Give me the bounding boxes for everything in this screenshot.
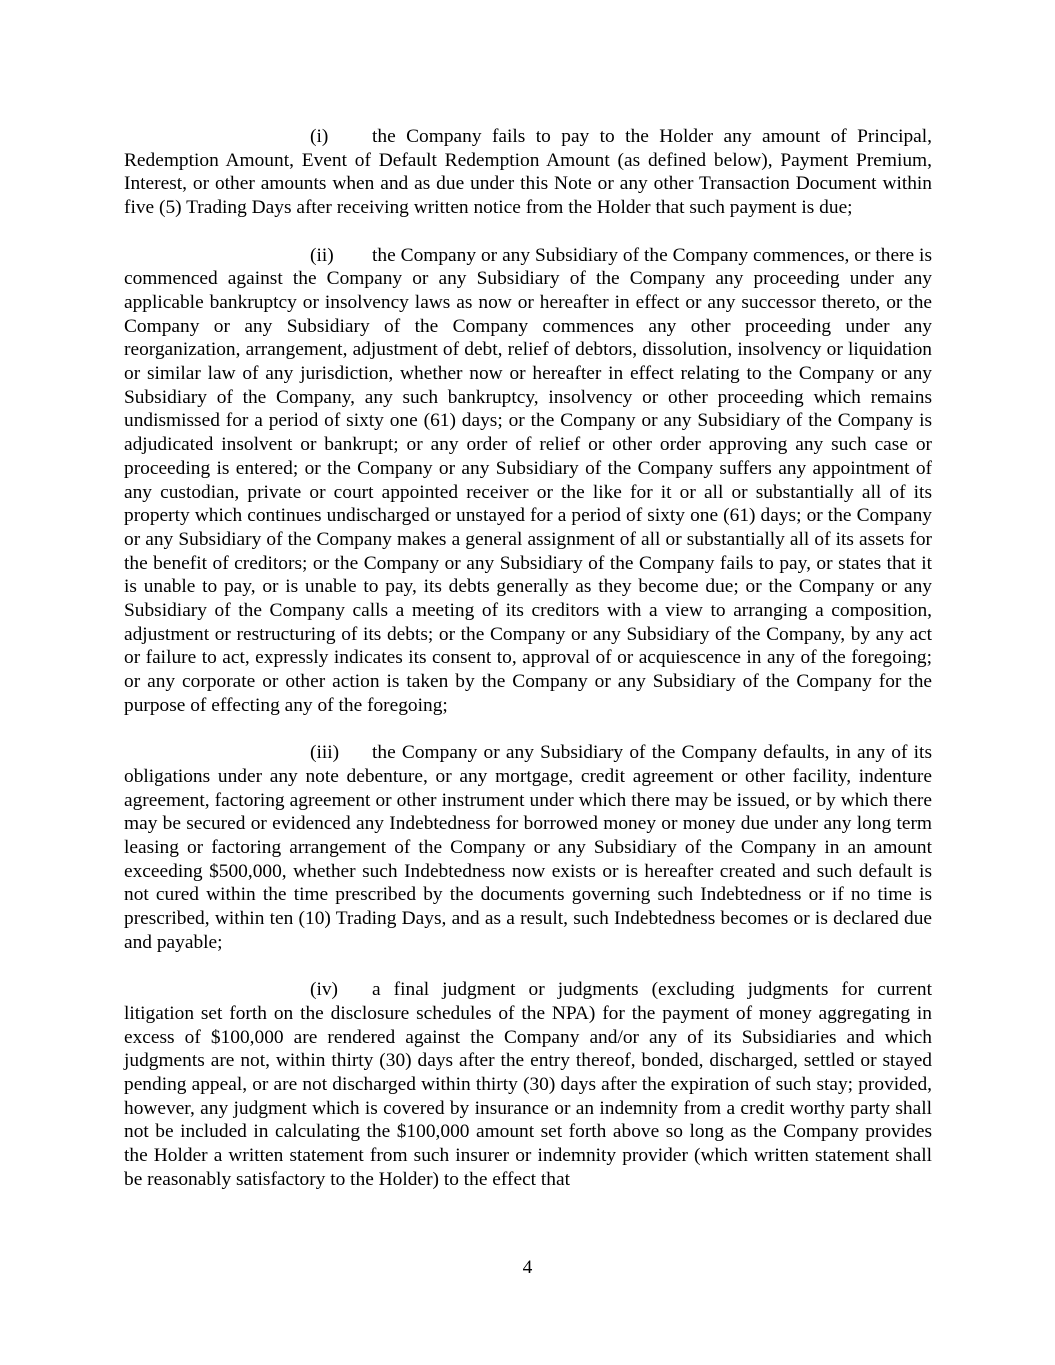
clause-text: a final judgment or judgments (excluding judgments for current litigation set forth on the disclosure schedules of the NPA) for the payment of money aggregating in excess of $100,000 are rendered against the Company and/or any of its Subsidiaries and which judgments are not, within thirty (30) days after the entry thereof, bonded, discharged, settled or stayed pending appeal, or are not discharged within thirty (30) days after the expiration of such stay; provided, however, any judgment which is covered by insurance or an indemnity from a credit worthy party shall not be included in calculating the $100,000 amount set forth above so long as the Company provides the Holder a written statement from such insurer or indemnity provider (which written statement shall be reasonably satisfactory to the Holder) to the effect that: [124, 979, 932, 1190]
clause-number: (ii): [310, 244, 334, 266]
clause-iii: [124, 741, 932, 954]
clause-number: (iii): [310, 742, 340, 764]
page-number: 4: [522, 1257, 533, 1278]
clause-number: (iv): [310, 979, 338, 1001]
clause-text: the Company or any Subsidiary of the Company defaults, in any of its obligations under any note debenture, or any mortgage, credit agreement or other facility, indenture agreement, factoring agreement or other instrument under which there may be issued, or by which there may be secured or evidenced any Indebtedness for borrowed money or money due under any long term leasing or factoring arrangement of the Company or any Subsidiary of the Company in an amount exceeding $500,000, whether such Indebtedness now exists or is hereafter created and such default is not cured within the time prescribed by the documents governing such Indebtedness or if no time is prescribed, within ten (10) Trading Days, and as a result, such Indebtedness becomes or is declared due and payable;: [124, 742, 932, 953]
clause-iv: [124, 978, 932, 1191]
clause-ii: [124, 244, 932, 718]
document-page: [124, 125, 932, 1192]
clause-number: (i): [310, 126, 329, 147]
clause-text: the Company fails to pay to the Holder any amount of Principal, Redemption Amount, Event of Default Redemption Amount (as defined below), Payment Premium, Interest, or other amounts when and as due under this Note or any other Transaction Document within five (5) Trading Days after receiving written notice from the Holder that such payment is due;: [124, 126, 932, 219]
clause-i: [124, 125, 932, 220]
clause-text: the Company or any Subsidiary of the Company commences, or there is commenced against the Company or any Subsidiary of the Company any proceeding under any applicable bankruptcy or insolvency laws as now or hereafter in effect or any successor thereto, or the Company or any Subsidiary of the Company commences any other proceeding under any reorganization, arrangement, adjustment of debt, relief of debtors, dissolution, insolvency or liquidation or similar law of any jurisdiction, whether now or hereafter in effect relating to the Company or any Subsidiary of the Company, any such bankruptcy, insolvency or other proceeding which remains undismissed for a period of sixty one (61) days; or the Company or any Subsidiary of the Company is adjudicated insolvent or bankrupt; or any order of relief or other order approving any such case or proceeding is entered; or the Company or any Subsidiary of the Company suffers any appointment of any custodian, private or court appointed receiver or the like for it or all or substantially all of its property which continues undischarged or unstayed for a period of sixty one (61) days; or the Company or any Subsidiary of the Company makes a general assignment of all or substantially all of its assets for the benefit of creditors; or the Company or any Subsidiary of the Company fails to pay, or states that it is unable to pay, or is unable to pay, its debts generally as they become due; or the Company or any Subsidiary of the Company calls a meeting of its creditors with a view to arranging a composition, adjustment or restructuring of its debts; or the Company or any Subsidiary of the Company, by any act or failure to act, expressly indicates its consent to, approval of or acquiescence in any of the foregoing; or any corporate or other action is taken by the Company or any Subsidiary of the Company for the purpose of effecting any of the foregoing;: [124, 244, 932, 716]
